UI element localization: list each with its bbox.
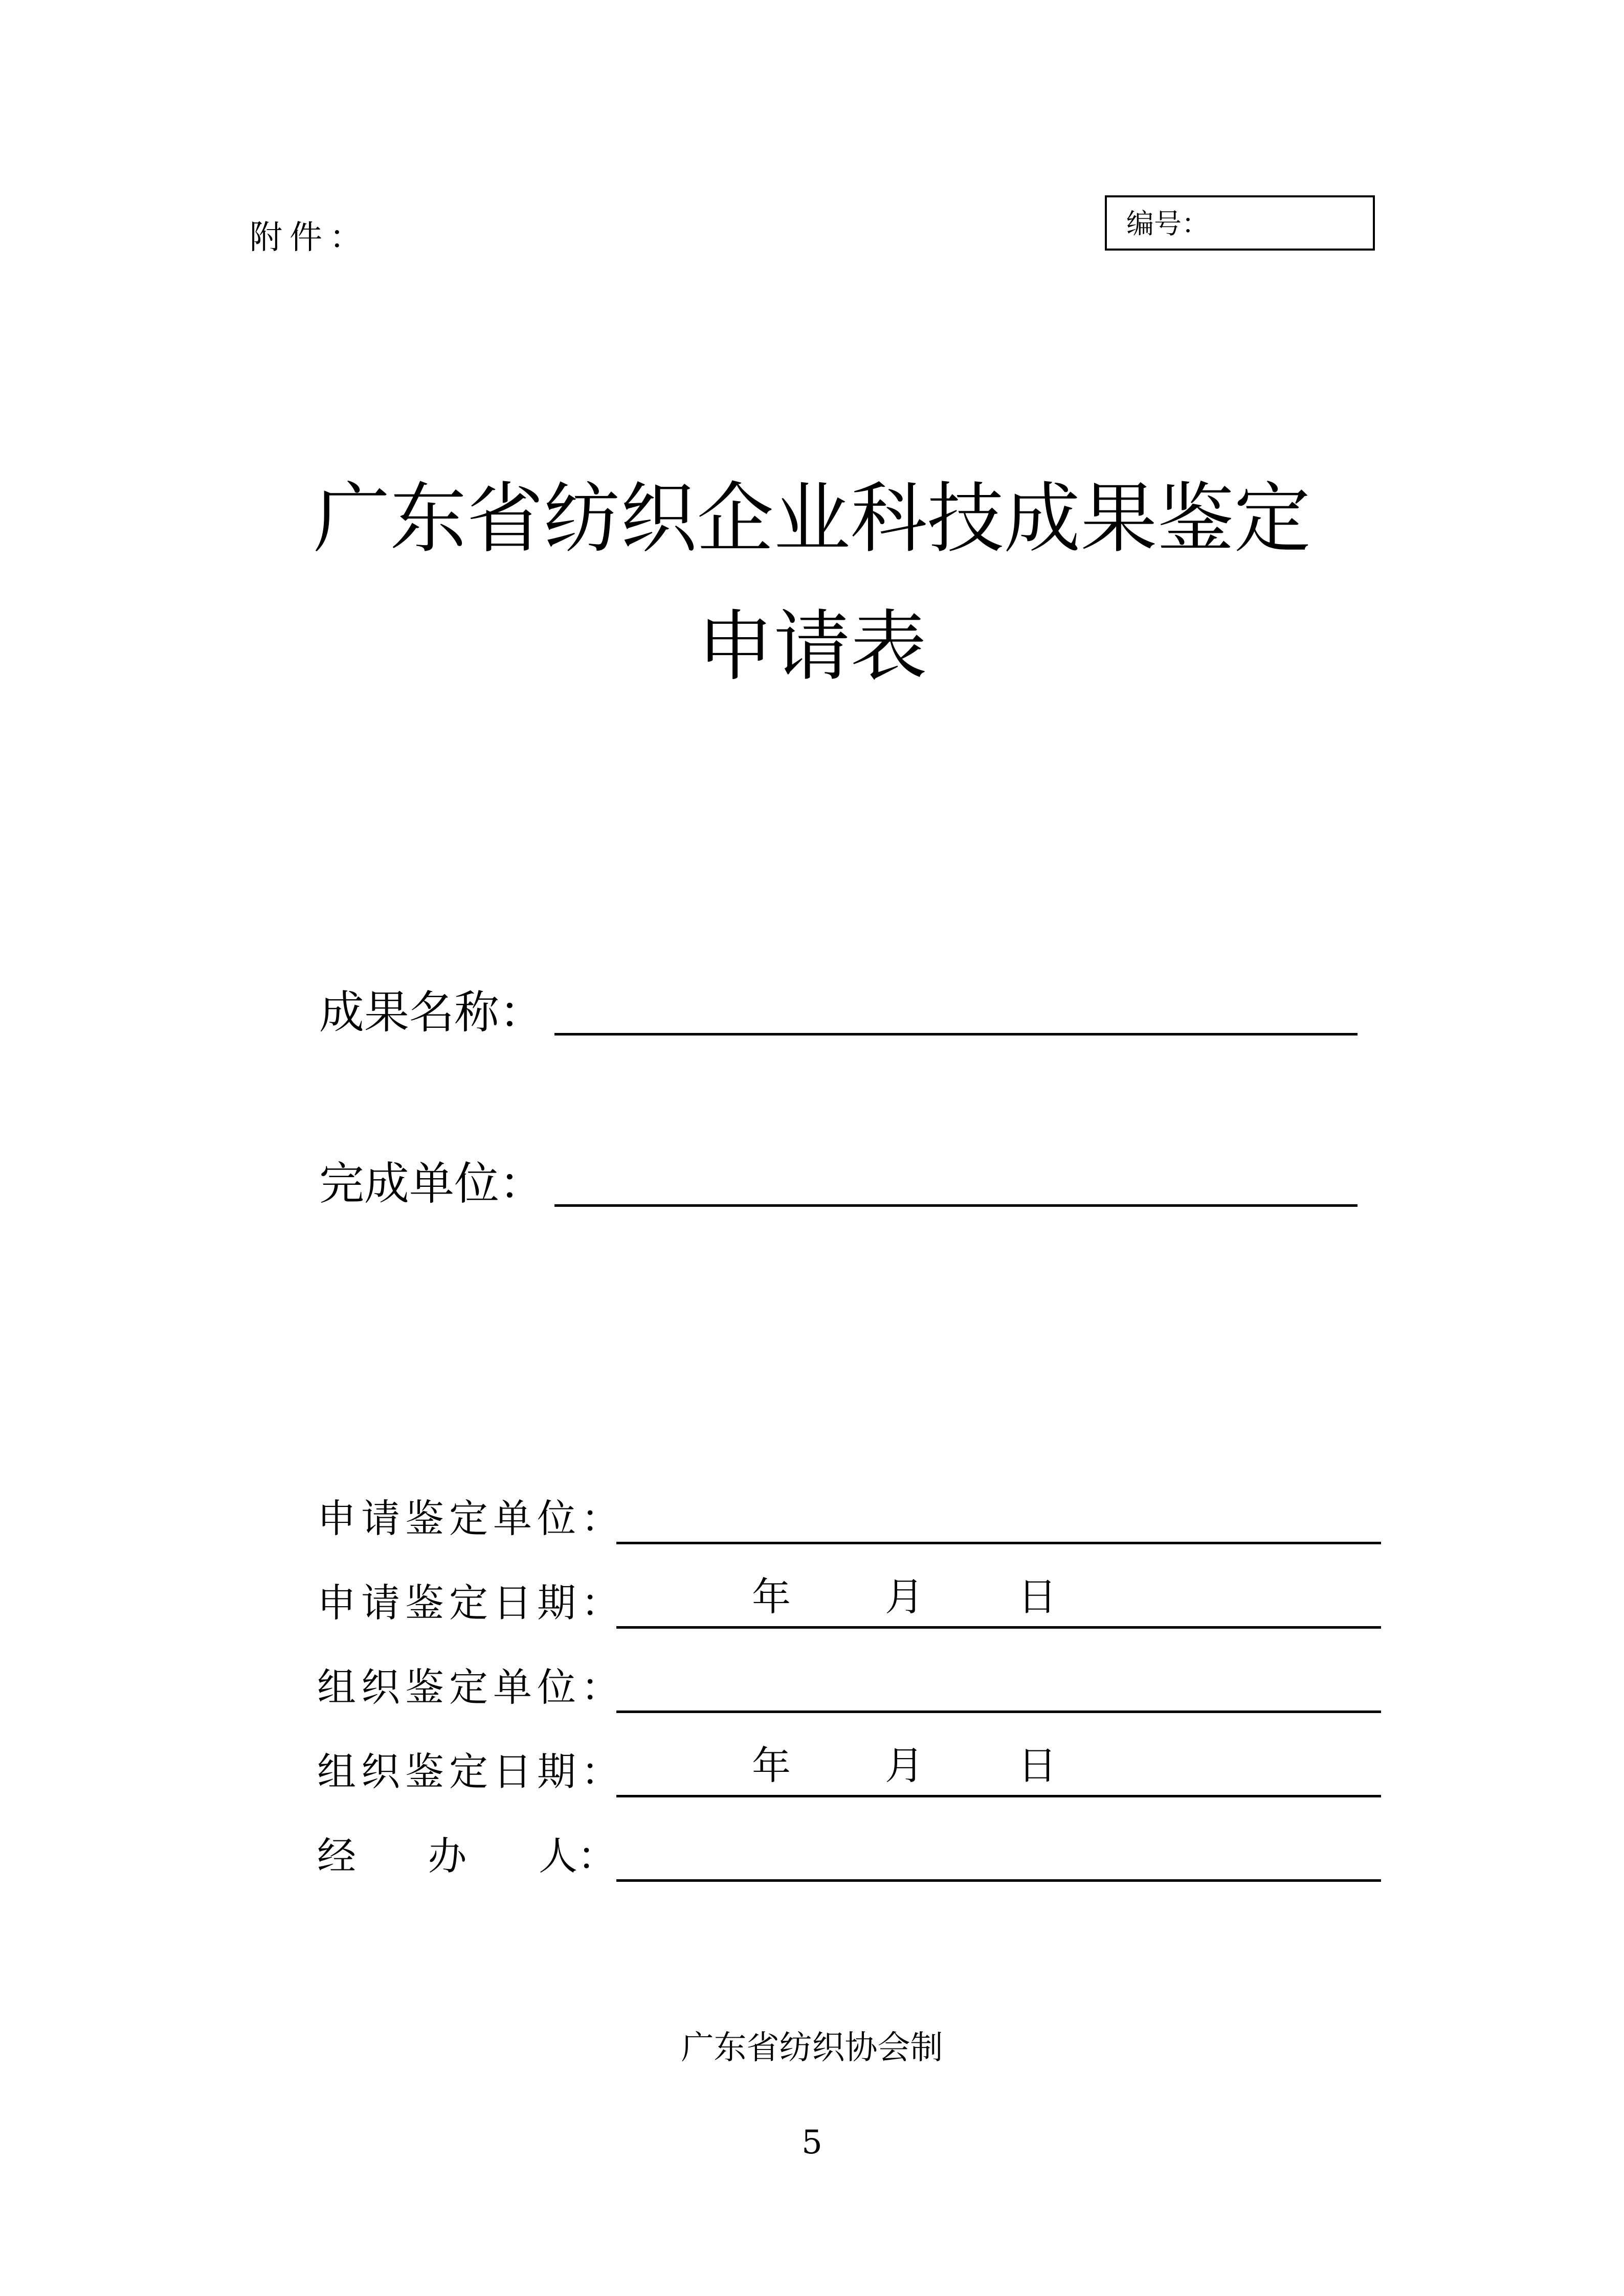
- attachment-label: 附件：: [250, 219, 369, 257]
- achievement-name-label: 成果名称：: [319, 986, 545, 1039]
- footer-maker: 广东省纺织协会制: [681, 2029, 943, 2067]
- apply-date-label: 申请鉴定日期：: [317, 1580, 625, 1626]
- apply-date-field[interactable]: [616, 1575, 1381, 1629]
- page-number: 5: [802, 2124, 822, 2162]
- applicant-unit-label: 申请鉴定单位：: [317, 1496, 625, 1541]
- apply-date-month: 月: [885, 1574, 924, 1619]
- achievement-name-field[interactable]: [554, 1033, 1358, 1036]
- completion-unit-field[interactable]: [554, 1204, 1358, 1207]
- form-title-line2: 申请表: [697, 602, 927, 691]
- organize-date-year: 年: [752, 1743, 791, 1788]
- apply-date-year: 年: [752, 1574, 791, 1619]
- handler-label-part3: 人：: [539, 1833, 616, 1879]
- form-title-line1: 广东省纺织企业科技成果鉴定: [313, 475, 1311, 564]
- serial-number-label: 编号：: [1126, 208, 1209, 240]
- applicant-unit-row: [317, 1488, 1381, 1544]
- completion-unit-label: 完成单位：: [319, 1157, 545, 1210]
- handler-row: [317, 1826, 1381, 1882]
- serial-number-box[interactable]: [1105, 195, 1375, 251]
- apply-date-day: 日: [1018, 1574, 1057, 1619]
- organize-date-day: 日: [1018, 1743, 1057, 1788]
- handler-label-part2: 办: [428, 1833, 467, 1879]
- organize-date-field[interactable]: [616, 1744, 1381, 1797]
- handler-field[interactable]: [616, 1828, 1381, 1882]
- handler-label: [317, 1831, 616, 1882]
- organizer-unit-label: 组织鉴定单位：: [317, 1664, 625, 1710]
- achievement-name-row: [319, 979, 1358, 1041]
- applicant-unit-field[interactable]: [616, 1491, 1381, 1544]
- handler-label-part1: 经: [317, 1833, 356, 1879]
- completion-unit-row: [319, 1151, 1358, 1212]
- organizer-unit-row: [317, 1657, 1381, 1713]
- organizer-unit-field[interactable]: [616, 1659, 1381, 1713]
- organize-date-month: 月: [885, 1743, 924, 1788]
- organize-date-label: 组织鉴定日期：: [317, 1749, 625, 1794]
- organize-date-row: [317, 1741, 1381, 1797]
- apply-date-row: [317, 1572, 1381, 1629]
